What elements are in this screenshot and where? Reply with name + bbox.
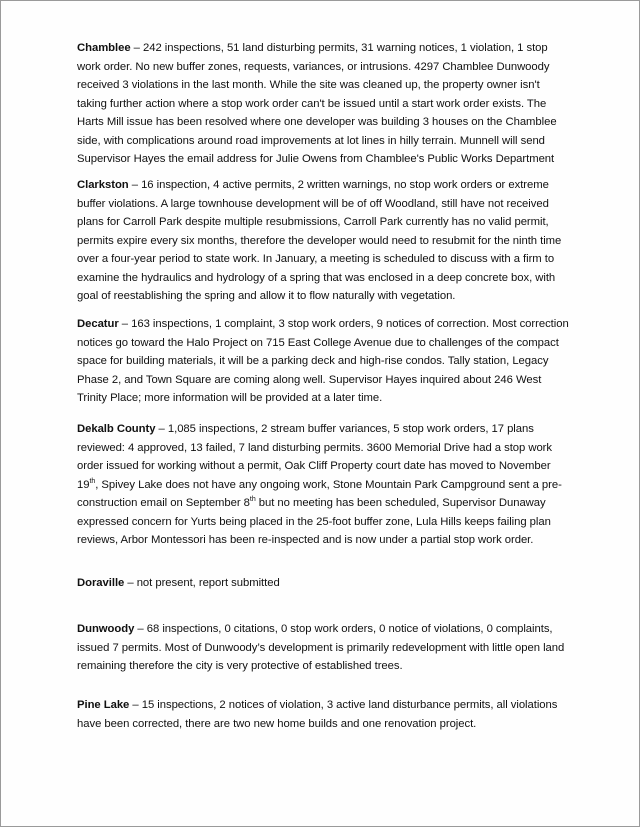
section-decatur [77,315,569,408]
section-pine-lake [77,696,569,733]
section-clarkston [77,176,569,306]
section-dunwoody [77,620,569,676]
section-heading: Pine Lake [77,699,130,711]
section-dekalb-county [77,420,569,550]
section-heading: Doraville [77,577,125,589]
section-body: 16 inspection, 4 active permits, 2 written warnings, no stop work orders or extreme buffer violations. A large townhouse development will be of off Woodland, still have not received plans for Carroll Park despite multiple resubmissions, Carroll Park currently has no valid permit, permits expire every six months, therefore the developer would need to resubmit for the ninth time over a four-year period to state work. In January, a meeting is scheduled to discuss with a firm to examine the hydraulics and hydrology of a spring that was enclosed in a deep concrete box, with goal of reestablishing the spring and allow it to flow naturally with vegetation. [77,179,562,302]
section-body: 163 inspections, 1 complaint, 3 stop work orders, 9 notices of correction. Most correction notices go toward the Halo Project on 715 East College Avenue due to challenges of the compact space for building materials, it will be a parking deck and high-rise condos. Tally station, Legacy Phase 2, and Town Square are coming along well. Supervisor Hayes inquired about 246 West Trinity Place; more information will be provided at a later time. [77,318,569,404]
section-heading: Dekalb County [77,423,156,435]
section-body: 1,085 inspections, 2 stream buffer variances, 5 stop work orders, 17 plans reviewed: 4 approved, 13 failed, 7 land disturbing permits. 3600 Memorial Drive had a stop work order issued for working without a permit, Oak Cliff Property court date has moved to November 19 [77,423,552,491]
section-body: 68 inspections, 0 citations, 0 stop work orders, 0 notice of violations, 0 complaints, issued 7 permits. Most of Dunwoody’s development is primarily redevelopment with little open land remaining therefore the city is very protective of established trees. [77,623,565,672]
ordinal-suffix: th [89,477,96,485]
section-chamblee [77,39,569,169]
separator: – [128,179,142,191]
separator: – [129,699,142,711]
separator: – [124,577,137,589]
separator: – [118,318,132,330]
section-heading: Chamblee [77,42,131,54]
ordinal-suffix: th [249,496,256,504]
section-doraville [77,574,569,593]
section-heading: Dunwoody [77,623,135,635]
section-body: 15 inspections, 2 notices of violation, 3 active land disturbance permits, all violations have been corrected, there are two new home builds and one renovation project. [77,699,558,730]
section-body: 242 inspections, 51 land disturbing permits, 31 warning notices, 1 violation, 1 stop work order. No new buffer zones, requests, variances, or intrusions. 4297 Chamblee Dunwoody received 3 violations in the last month. While the site was cleaned up, the property owner isn't taking further action where a stop work order can't be issued until a start work order exists. The Harts Mill issue has been resolved where one developer was building 3 houses on the Chamblee side, with complications around road improvements at lot lines in hilly terrain. Munnell will send Supervisor Hayes the email address for Julie Owens from Chamblee's Public Works Department [77,42,557,165]
section-heading: Clarkston [77,179,129,191]
section-body: not present, report submitted [136,577,280,589]
separator: – [134,623,147,635]
section-body: but no meeting has been scheduled, Supervisor Dunaway expressed concern for Yurts being placed in the 25-foot buffer zone, Lula Hills keeps failing plan reviews, Arbor Montessori has been re-inspected and is now under a partial stop work order. [77,497,551,546]
separator: – [130,42,144,54]
section-body: , Spivey Lake does not have any ongoing work, Stone Mountain Park Campground sent a pre-construction email on September 8 [77,478,562,509]
section-heading: Decatur [77,318,119,330]
separator: – [155,423,168,435]
